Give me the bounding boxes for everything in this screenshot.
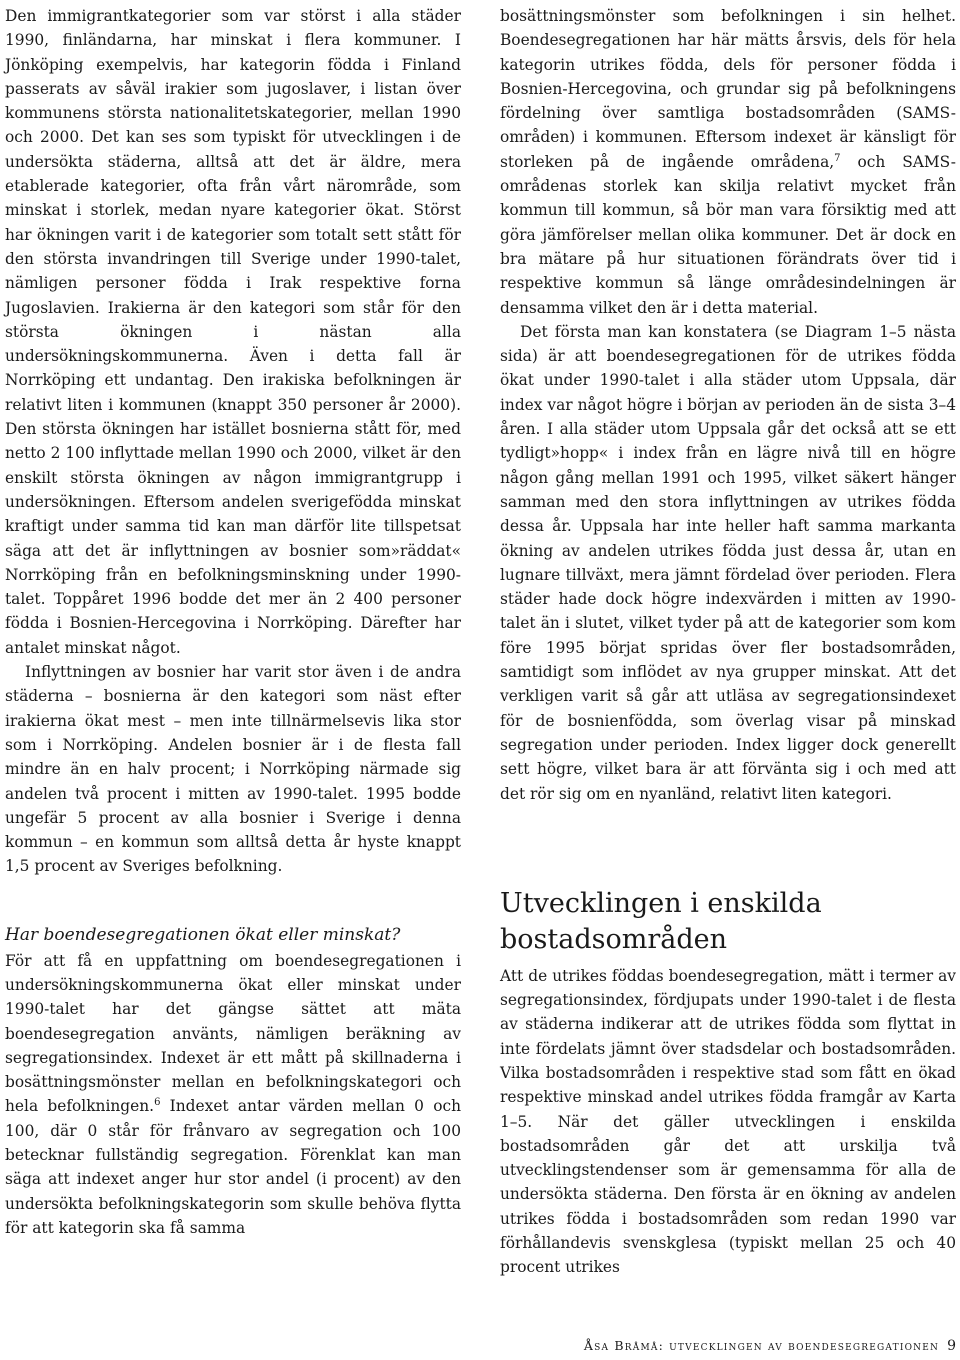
paragraph-text: Indexet antar värden mellan 0 och 100, där 0 står för frånvaro av segregation och 100 betecknar fullständig segregation. Förenklat kan man säga att indexet anger hur stor andel (i procent) av den undersökta befolkningskategorin som skulle behöva flytta för att kategorin ska få samma bbox=[5, 1097, 461, 1237]
paragraph-text: Den immigrantkategorier som var störst i alla städer 1990, finländarna, har minskat i flera kommuner. I Jönköping exempelvis, har kategorin födda i Finland passerats av såväl irakier som jugoslaver, i listan över kommunens största nationalitetskategorier, mellan 1990 och 2000. Det kan ses som typiskt för utvecklingen i de undersökta städerna, alltså att det är äldre, mera etablerade kategorier, ofta från vårt närområde, som minskat i storlek, medan nyare kategorier ökat. Störst har ökningen varit i de kategorier som totalt sett stått för den största invandringen till Sverige under 1990-talet, nämligen personer födda i Irak respektive forna Jugoslavien. Irakierna är den kategori som står för den största ökningen i nästan alla undersökningskommunerna. Även i detta fall är Norrköping ett undantag. Den irakiska befolkningen är relativt liten i kommunen (knappt 350 personer år 2000). Den största ökningen har istället bosnierna stått för, med netto 2 100 inflyttade mellan 1990 och 2000, vilket är den enskilt största ökningen av någon immigrantgrupp i undersökningen. Eftersom andelen sverigefödda minskat kraftigt under samma tid kan man därför lite tillspetsat säga att det är inflyttningen av bosnier som»räddat« Norrköping från en befolkningsminskning under 1990-talet. Toppåret 1996 bodde det mer än 2 400 personer födda i Bosnien-Hercegovina i Norrköping. Därefter har antalet minskat något. bbox=[5, 7, 461, 657]
right-column bbox=[500, 4, 956, 1280]
paragraph-segregation-index bbox=[5, 949, 461, 1241]
paragraph-text: Att de utrikes föddas boendesegregation, mätt i termer av segregationsindex, fördjupats under 1990-talet i de flesta av städerna indikerar att de utrikes födda som flyttat in inte fördelats jämnt över stadsdelar och bostadsområden. Vilka bostadsområden i respektive stad som fått en ökad respektive minskad andel utrikes födda framgår av Karta 1–5. När det gäller utvecklingen i enskilda bostadsområden går det att urskilja två utvecklingstendenser som är gemensamma för alla de undersökta städerna. Den första är en ökning av andelen utrikes födda i bostadsområden som redan 1990 var förhållandevis svenskglesa (typiskt mellan 25 och 40 procent utrikes bbox=[500, 966, 956, 1277]
paragraph-text: Det första man kan konstatera (se Diagram 1–5 nästa sida) är att boendesegregationen för de utrikes födda ökat under 1990-talet i alla städer utom Uppsala, där index var något högre i början av perioden än de sista 3–4 åren. I alla städer utom Uppsala går det också att se ett tydligt»hopp« i index från en lägre nivå till en högre någon gång mellan 1991 och 1995, vilket säkert hänger samman med den stora inflyttningen av utrikes födda dessa år. Uppsala har inte heller haft samma markanta ökning av andelen utrikes födda just dessa år, utan en lugnare tillväxt, mera jämnt fördelad över perioden. Flera städer hade dock högre indexvärden i mitten av 1990-talet än i slutet, vilket tyder på att de kategorier som kom före 1995 börjat spridas över fler bostadsområden, samtidigt som inflödet av nya grupper minskat. Att det verkligen varit så går att utläsa av segregationsindexet för de bosnienfödda, som överlag visar på minskad segregation under perioden. Index ligger dock generellt sett högre, vilket bara är att förvänta sig i och med att det rör sig om en nyanländ, relativt liten kategori. bbox=[500, 322, 956, 803]
running-title: Åsa Bråmå: utvecklingen av boendesegregationen bbox=[583, 1338, 940, 1353]
page-number: 9 bbox=[947, 1338, 956, 1354]
spacer bbox=[5, 879, 461, 923]
footnote-ref-7[interactable]: 7 bbox=[834, 152, 841, 164]
paragraph-bosnian-inflow bbox=[5, 660, 461, 879]
paragraph-segregation-index-continued bbox=[500, 4, 956, 320]
paragraph-text: och SAMS-områdenas storlek kan skilja relativt mycket från kommun till kommun, så bör man vara försiktig med att göra jämförelser mellan olika kommuner. Det är dock en bra mätare på hur situationen förändrats över tid i respektive kommun så länge områdesindelningen är densamma vilket den är i detta material. bbox=[500, 152, 956, 317]
page-footer bbox=[500, 1338, 956, 1354]
paragraph-immigrant-categories bbox=[5, 4, 461, 660]
paragraph-text: För att få en uppfattning om boendesegregationen i undersökningskommunerna ökat eller minskat under 1990-talet har det gängse sättet att mäta boendesegregation använts, nämligen beräkning av segregationsindex. Indexet är ett mått på skillnaderna i bosättningsmönster mellan en befolkningskategori och hela befolkningen. bbox=[5, 951, 461, 1116]
section-heading-residential-areas: Utvecklingen i enskilda bostadsområden bbox=[500, 887, 822, 955]
subheading-segregation-question: Har boendesegregationen ökat eller minskat? bbox=[5, 924, 401, 945]
paragraph-text: Inflyttningen av bosnier har varit stor även i de andra städerna – bosnierna är den kategori som näst efter irakierna ökat mest – men inte tillnärmelsevis lika stor som i Norrköping. Andelen bosnier är i de flesta fall mindre än en halv procent; i Norrköping närmade sig andelen två procent i mitten av 1990-talet. 1995 bodde ungefär 5 procent av alla bosnier i Sverige i denna kommun – en kommun som alltså detta år hyste knappt 1,5 procent av Sveriges befolkning. bbox=[5, 663, 461, 876]
paragraph-diagram-findings bbox=[500, 320, 956, 806]
left-column bbox=[5, 4, 461, 1240]
paragraph-text: bosättningsmönster som befolkningen i sin helhet. Boendesegregationen har här mätts årsvis, dels för hela kategorin utrikes födda, dels för personer födda i Bosnien-Hercegovina, och grundar sig på befolkningens fördelning över samtliga bostadsområden (SAMS-områden) i kommunen. Eftersom indexet är känsligt för storleken på de ingående områdena, bbox=[500, 7, 956, 171]
footnote-ref-6[interactable]: 6 bbox=[154, 1097, 161, 1109]
paragraph-residential-areas bbox=[500, 964, 956, 1280]
spacer bbox=[500, 806, 956, 886]
